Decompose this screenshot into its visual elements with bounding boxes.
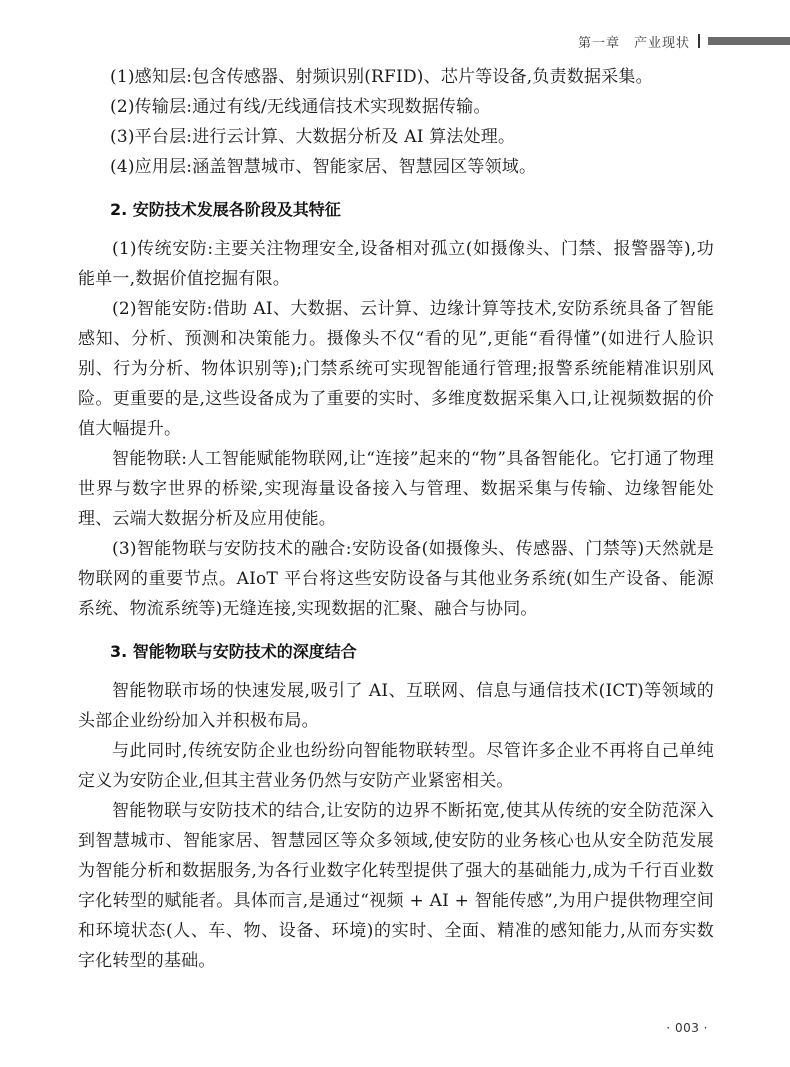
page-body	[78, 62, 714, 976]
paragraph: 智能物联市场的快速发展,吸引了 AI、互联网、信息与通信技术(ICT)等领域的头部企业纷纷加入并积极布局。	[78, 681, 714, 731]
paragraph: (1)传统安防:主要关注物理安全,设备相对孤立(如摄像头、门禁、报警器等),功能单一,数据价值挖掘有限。	[78, 239, 714, 289]
page-number: · 003 ·	[666, 1021, 708, 1035]
layer-item-2: (2)传输层:通过有线/无线通信技术实现数据传输。	[110, 97, 491, 117]
paragraph: (2)智能安防:借助 AI、大数据、云计算、边缘计算等技术,安防系统具备了智能感知、分析、预测和决策能力。摄像头不仅“看的见”,更能“看得懂”(如进行人脸识别、行为分析、物体识别等);门禁系统可实现智能通行管理;报警系统能精准识别风险。更重要的是,这些设备成为了重要的实时、多维度数据采集入口,让视频数据的价值大幅提升。	[78, 299, 714, 439]
layer-item-1: (1)感知层:包含传感器、射频识别(RFID)、芯片等设备,负责数据采集。	[110, 67, 653, 87]
section-heading-2: 2. 安防技术发展各阶段及其特征	[110, 200, 341, 219]
paragraph: 智能物联:人工智能赋能物联网,让“连接”起来的“物”具备智能化。它打通了物理世界与数字世界的桥梁,实现海量设备接入与管理、数据采集与传输、边缘智能处理、云端大数据分析及应用使能。	[78, 449, 714, 529]
chapter-label	[578, 32, 690, 51]
header-bar	[708, 37, 790, 45]
section-heading-3: 3. 智能物联与安防技术的深度结合	[110, 642, 357, 661]
layer-item-4: (4)应用层:涵盖智慧城市、智能家居、智慧园区等领域。	[110, 157, 537, 177]
paragraph: (3)智能物联与安防技术的融合:安防设备(如摄像头、传感器、门禁等)天然就是物联网的重要节点。AIoT 平台将这些安防设备与其他业务系统(如生产设备、能源系统、物流系统等)无缝连接,实现数据的汇聚、融合与协同。	[78, 539, 714, 619]
chapter-number: 第一章	[577, 35, 620, 51]
running-header	[578, 30, 790, 52]
header-divider	[698, 34, 700, 48]
chapter-title: 产业现状	[633, 35, 690, 51]
paragraph: 与此同时,传统安防企业也纷纷向智能物联转型。尽管许多企业不再将自己单纯定义为安防企业,但其主营业务仍然与安防产业紧密相关。	[78, 741, 714, 791]
paragraph: 智能物联与安防技术的结合,让安防的边界不断拓宽,使其从传统的安全防范深入到智慧城市、智能家居、智慧园区等众多领域,使安防的业务核心也从安全防范发展为智能分析和数据服务,为各行业数字化转型提供了强大的基础能力,成为千行百业数字化转型的赋能者。具体而言,是通过“视频 + AI + 智能传感”,为用户提供物理空间和环境状态(人、车、物、设备、环境)的实时、全面、精准的感知能力,从而夯实数字化转型的基础。	[78, 801, 714, 971]
layer-item-3: (3)平台层:进行云计算、大数据分析及 AI 算法处理。	[110, 127, 516, 147]
